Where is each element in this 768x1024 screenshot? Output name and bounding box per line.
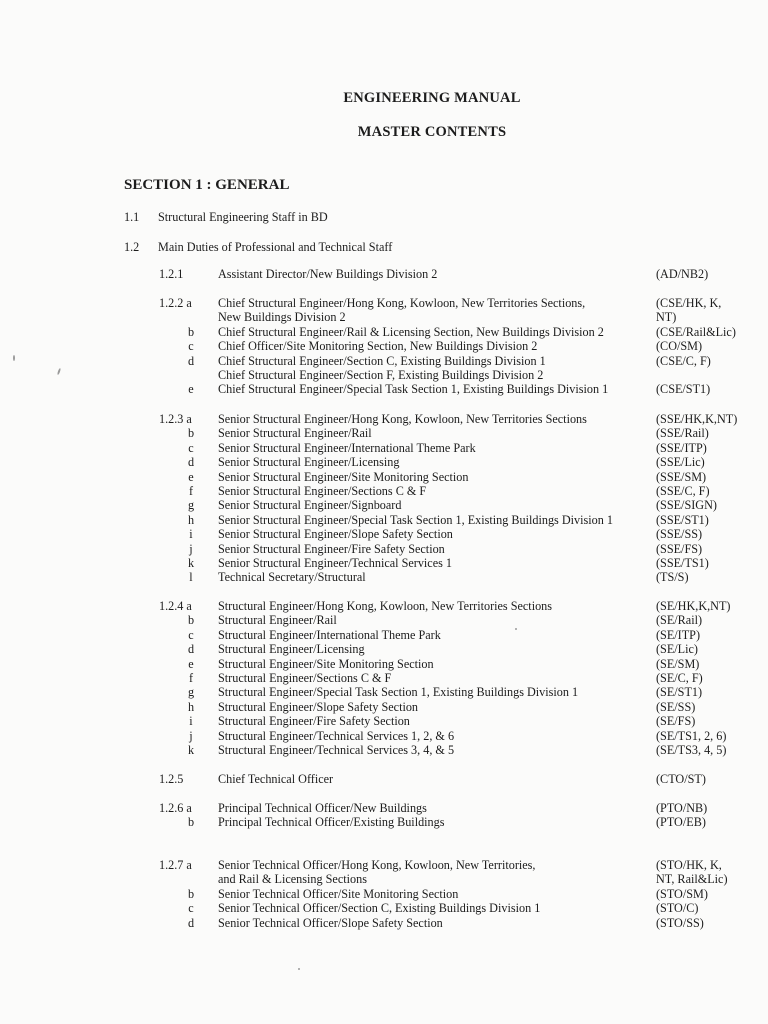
entry-letter: k [188,556,195,570]
entry-letter: d [188,455,195,470]
entry-title: Senior Structural Engineer/Licensing [218,455,400,470]
entry-title: Senior Structural Engineer/Signboard [218,498,402,513]
entry-number: 1.2.1 [159,267,184,281]
entry-letter: g [188,685,195,700]
entry-abbreviation: (SSE/ITP) [656,440,707,455]
entry-title: Senior Technical Officer/Hong Kong, Kowloon, New Territories, [218,858,536,872]
entry-abbreviation: NT, Rail&Lic) [656,872,728,887]
entry-letter: b [188,324,195,339]
entry-number: 1.2.2 a [159,296,192,310]
entry-abbreviation: (SE/ST1) [656,685,703,700]
item-title: Main Duties of Professional and Technical Staff [158,240,393,254]
entry-title: Chief Structural Engineer/Special Task Section 1, Existing Buildings Division 1 [218,382,609,397]
entry-letter: j [189,728,193,743]
entry-title: Senior Structural Engineer/Technical Services 1 [218,556,453,570]
entry-title: Principal Technical Officer/Existing Buildings [218,815,445,830]
entry-abbreviation: NT) [656,310,677,325]
entry-letter: l [189,570,193,585]
entry-letter: f [188,484,194,498]
entry-title: Chief Technical Officer [218,772,334,786]
entry-letter: d [188,642,195,657]
entry-title: Structural Engineer/International Theme Park [218,627,441,642]
entry-abbreviation: (SE/C, F) [656,671,703,685]
entry-letter: d [188,915,195,930]
entry-letter: c [188,440,194,455]
entry-title: Structural Engineer/Sections C & F [218,671,392,685]
entry-abbreviation: (SSE/SM) [656,469,707,484]
entry-abbreviation: (SSE/SIGN) [656,498,717,513]
entry-abbreviation: (CTO/ST) [656,772,706,786]
entry-title: Structural Engineer/Hong Kong, Kowloon, New Territories Sections [218,599,553,613]
entry-title: Structural Engineer/Fire Safety Section [218,714,410,729]
entry-abbreviation: (SE/SS) [656,699,696,714]
entry-letter: e [188,656,194,671]
entry-title: Structural Engineer/Site Monitoring Section [218,656,434,671]
entry-letter: f [188,671,194,685]
section-heading: SECTION 1 : GENERAL [124,177,290,193]
entry-abbreviation: (SSE/Lic) [656,455,705,470]
entry-number: 1.2.4 a [159,599,192,613]
entry-abbreviation: (STO/SS) [656,915,704,930]
entry-title: Senior Structural Engineer/Slope Safety Section [218,527,453,542]
entry-title: Senior Structural Engineer/Rail [218,426,372,441]
entry-title: Chief Structural Engineer/Hong Kong, Kowloon, New Territories Sections, [218,296,586,310]
entry-number: 1.2.7 a [159,858,192,872]
entry-letter: b [188,886,195,901]
entry-title: Senior Structural Engineer/Site Monitoring Section [218,469,469,484]
entry-abbreviation: (SE/HK,K,NT) [656,599,731,613]
entry-title: Structural Engineer/Licensing [218,642,365,657]
entry-abbreviation: (SSE/SS) [656,527,703,542]
manual-title: ENGINEERING MANUAL [343,90,521,106]
entry-title: Senior Structural Engineer/Special Task Section 1, Existing Buildings Division 1 [218,512,613,527]
entry-title: Chief Officer/Site Monitoring Section, New Buildings Division 2 [218,339,538,354]
entry-title: Structural Engineer/Slope Safety Section [218,699,419,714]
entry-letter: g [188,498,195,513]
entry-letter: b [188,815,195,830]
entry-abbreviation: (SE/TS1, 2, 6) [656,728,727,743]
entry-abbreviation: (CSE/Rail&Lic) [656,324,736,339]
entry-title: Structural Engineer/Special Task Section 1, Existing Buildings Division 1 [218,685,579,700]
entry-letter: b [188,613,195,628]
entry-title: Senior Structural Engineer/International Theme Park [218,440,476,455]
entry-letter: e [188,469,194,484]
entry-abbreviation: (SE/TS3, 4, 5) [656,743,727,757]
entry-letter: b [188,426,195,441]
entry-title: Assistant Director/New Buildings Division 2 [218,267,438,281]
entry-abbreviation: (CSE/HK, K, [656,296,722,310]
entry-abbreviation: (SE/Rail) [656,613,703,628]
entry-abbreviation: (CSE/C, F) [656,353,711,368]
entry-abbreviation: (AD/NB2) [656,267,709,281]
entry-title: New Buildings Division 2 [218,310,346,325]
entry-letter: d [188,353,195,368]
entry-title: Senior Structural Engineer/Sections C & F [218,484,427,498]
entry-abbreviation: (SSE/Rail) [656,426,709,441]
entry-title: and Rail & Licensing Sections [218,872,367,887]
entry-title: Structural Engineer/Technical Services 3, 4, & 5 [218,743,455,757]
entry-letter: c [188,901,194,916]
scan-speck [13,355,15,361]
entry-number: 1.2.3 a [159,412,192,426]
entry-letter: i [189,714,193,729]
entry-abbreviation: (CO/SM) [656,339,703,354]
entry-abbreviation: (SE/ITP) [656,627,701,642]
item-title: Structural Engineering Staff in BD [158,210,328,224]
entry-letter: c [188,339,194,354]
contents-title: MASTER CONTENTS [357,124,507,140]
entry-title: Senior Structural Engineer/Fire Safety Section [218,541,445,556]
entry-title: Structural Engineer/Technical Services 1, 2, & 6 [218,728,455,743]
item-number: 1.2 [124,240,140,254]
entry-abbreviation: (SSE/HK,K,NT) [656,412,738,426]
entry-abbreviation: (CSE/ST1) [656,382,711,397]
scan-speck [298,968,300,970]
entry-title: Senior Structural Engineer/Hong Kong, Kowloon, New Territories Sections [218,412,587,426]
entry-letter: e [188,382,194,397]
entry-letter: h [188,699,195,714]
entry-abbreviation: (TS/S) [656,570,689,585]
entry-abbreviation: (SE/SM) [656,656,700,671]
entry-title: Technical Secretary/Structural [218,570,366,585]
entry-title: Senior Technical Officer/Slope Safety Section [218,915,443,930]
entry-abbreviation: (SSE/FS) [656,541,703,556]
entry-title: Principal Technical Officer/New Buildings [218,801,427,815]
entry-letter: j [189,541,193,556]
entry-title: Chief Structural Engineer/Section C, Existing Buildings Division 1 [218,353,546,368]
entry-abbreviation: (SSE/ST1) [656,512,709,527]
entry-abbreviation: (STO/HK, K, [656,858,722,872]
entry-abbreviation: (STO/SM) [656,886,708,901]
entry-title: Chief Structural Engineer/Section F, Existing Buildings Division 2 [218,368,544,382]
scan-speck [57,368,61,375]
entry-abbreviation: (PTO/EB) [656,815,706,830]
entry-title: Chief Structural Engineer/Rail & Licensing Section, New Buildings Division 2 [218,324,604,339]
scan-speck [515,628,517,630]
entry-abbreviation: (STO/C) [656,901,699,916]
entry-letter: c [188,627,194,642]
entry-abbreviation: (SE/Lic) [656,642,698,657]
entry-abbreviation: (SSE/TS1) [656,556,709,570]
entry-letter: h [188,512,195,527]
entry-title: Senior Technical Officer/Section C, Existing Buildings Division 1 [218,901,541,916]
item-number: 1.1 [124,210,140,224]
entry-number: 1.2.6 a [159,801,192,815]
entry-letter: i [189,527,193,542]
entry-abbreviation: (SSE/C, F) [656,484,710,498]
entry-title: Senior Technical Officer/Site Monitoring Section [218,886,459,901]
entry-letter: k [188,743,195,757]
entry-abbreviation: (PTO/NB) [656,801,708,815]
entry-title: Structural Engineer/Rail [218,613,337,628]
entry-abbreviation: (SE/FS) [656,714,696,729]
entry-number: 1.2.5 [159,772,184,786]
